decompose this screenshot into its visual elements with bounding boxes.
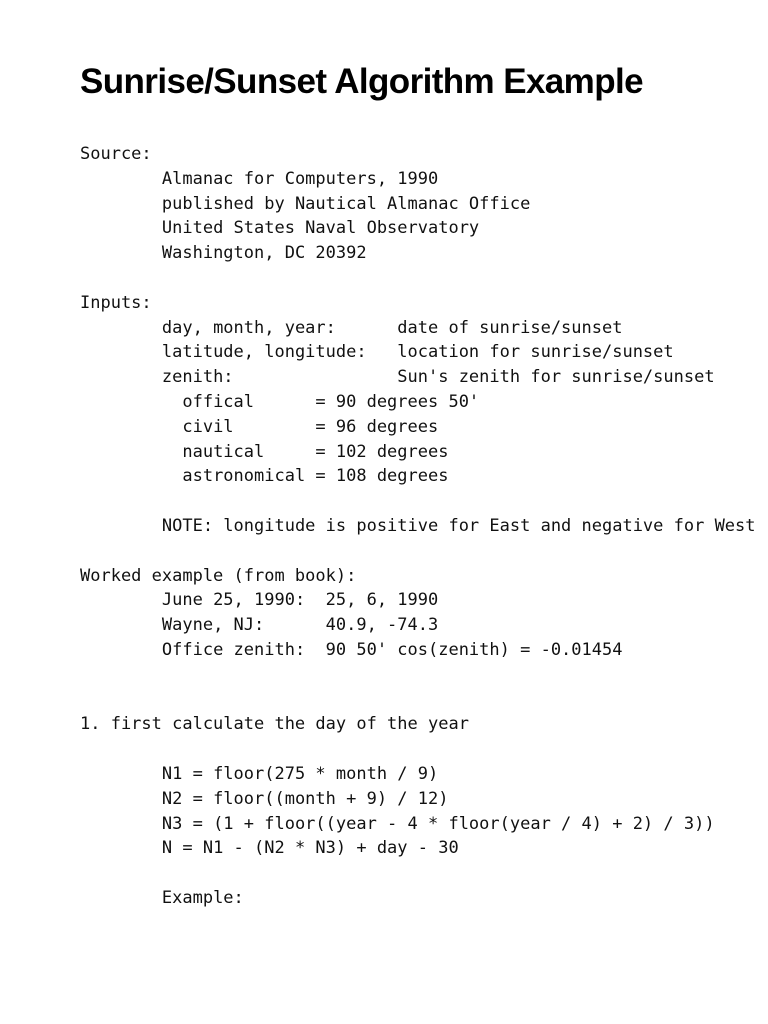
code-line: offical = 90 degrees 50' [80, 391, 480, 412]
code-block-viewport [80, 142, 756, 1024]
code-line: Source: [80, 144, 152, 164]
code-line: Inputs: [80, 292, 152, 313]
code-line [80, 663, 690, 688]
page-title: Sunrise/Sunset Algorithm Example [80, 62, 643, 101]
code-line: civil = 96 degrees [80, 416, 439, 437]
code-line [80, 539, 690, 564]
code-line: astronomical = 108 degrees [80, 466, 449, 487]
code-line [80, 861, 690, 886]
code-block [80, 142, 756, 911]
code-line: N2 = floor((month + 9) / 12) [80, 788, 449, 809]
code-line [80, 688, 690, 713]
code-line: 1. first calculate the day of the year [80, 714, 469, 735]
code-line: N3 = (1 + floor((year - 4 * floor(year / 4) + 2) / 3)) [80, 813, 715, 834]
code-line: Wayne, NJ: 40.9, -74.3 [80, 615, 439, 636]
code-line: nautical = 102 degrees [80, 441, 449, 462]
code-line: Office zenith: 90 50' cos(zenith) = -0.01454 [80, 639, 623, 660]
code-line: Almanac for Computers, 1990 [80, 168, 439, 189]
code-line: United States Naval Observatory [80, 218, 480, 239]
code-line: published by Nautical Almanac Office [80, 193, 531, 214]
code-line: N = N1 - (N2 * N3) + day - 30 [80, 838, 459, 859]
code-line: June 25, 1990: 25, 6, 1990 [80, 590, 439, 611]
code-line [80, 737, 690, 762]
code-line: Worked example (from book): [80, 565, 357, 586]
code-line: NOTE: longitude is positive for East and negative for West [80, 515, 756, 536]
code-line: N1 = floor(275 * month / 9) [80, 763, 439, 784]
code-line: Example: [80, 887, 244, 908]
code-line: Washington, DC 20392 [80, 243, 367, 264]
code-line: day, month, year: date of sunrise/sunset [80, 317, 623, 338]
code-line [80, 489, 690, 514]
code-line [80, 266, 690, 291]
code-line: zenith: Sun's zenith for sunrise/sunset [80, 367, 715, 388]
code-line: latitude, longitude: location for sunrise/sunset [80, 342, 674, 363]
